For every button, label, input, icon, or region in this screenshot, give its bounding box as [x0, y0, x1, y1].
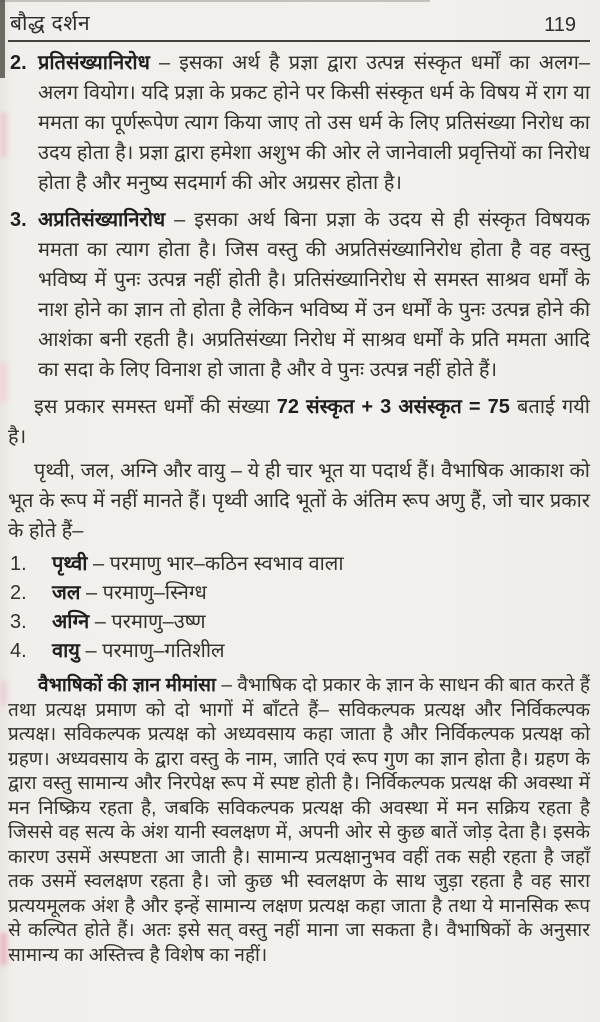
list-description: – परमाणु भार–कठिन स्वभाव वाला: [92, 553, 344, 575]
list-description: – परमाणु–गतिशील: [85, 640, 225, 662]
list-item-jala: [8, 579, 590, 608]
header-rule: [8, 40, 590, 42]
section-term: अप्रतिसंख्यानिरोध: [38, 209, 166, 231]
section-text: – इसका अर्थ है प्रज्ञा द्वारा उत्पन्न संस्कृत धर्मों का अलग–अलग वियोग। यदि प्रज्ञा के प्रकट होने पर किसी संस्कृत धर्म के विषय में राग या ममता का पूर्णरूपेण त्याग किया जाए तो उस धर्म के लिए प्रतिसंख्या निरोध का उदय होता है। प्रज्ञा द्वारा हमेशा अशुभ की ओर ले जानेवाली प्रवृत्तियों का निरोध होता है और मनुष्य सदमार्ग की ओर अग्रसर होता है।: [38, 52, 591, 194]
list-term: पृथ्वी: [52, 553, 88, 575]
dharma-count-prefix: इस प्रकार समस्त धर्मों की संख्या: [34, 396, 277, 418]
dharma-count-suffix: बताई गयी है।: [8, 396, 590, 448]
page-header: [8, 5, 590, 40]
epistemology-paragraph: [8, 674, 590, 968]
list-term: वायु: [52, 640, 80, 662]
list-number: 4.: [10, 640, 27, 662]
scan-smudge: [0, 932, 7, 966]
list-term: अग्नि: [52, 611, 90, 633]
page-number: 119: [544, 14, 576, 36]
list-item-vayu: [8, 637, 590, 666]
dharma-count-formula: 72 संस्कृत + 3 असंस्कृत = 75: [276, 396, 510, 418]
atom-type-list: [8, 550, 590, 666]
section-pratisamkhya-nirodha: [8, 48, 590, 198]
epistemology-term: वैभाषिकों की ज्ञान मीमांसा: [38, 675, 216, 696]
section-apratisamkhya-nirodha: [8, 205, 590, 385]
list-term: जल: [52, 582, 81, 604]
dharma-count-paragraph: [8, 392, 590, 452]
section-number: 3.: [10, 209, 27, 231]
list-number: 1.: [10, 553, 27, 575]
scan-left-edge-shadow: [0, 0, 5, 78]
list-description: – परमाणु–स्निग्ध: [85, 582, 207, 604]
running-title: बौद्ध दर्शन: [10, 12, 91, 35]
list-description: – परमाणु–उष्ण: [94, 611, 206, 633]
section-term: प्रतिसंख्यानिरोध: [38, 52, 150, 74]
scan-smudge: [0, 680, 7, 706]
list-item-agni: [8, 608, 590, 637]
list-item-prithvi: [8, 550, 590, 579]
scan-top-edge: [0, 0, 430, 2]
section-text: – इसका अर्थ बिना प्रज्ञा के उदय से ही संस्कृत विषयक ममता का त्याग होता है। जिस वस्तु की अप्रतिसंख्यानिरोध होता है वह वस्तु भविष्य में पुनः उत्पन्न नहीं होती है। प्रतिसंख्यानिरोध से समस्त साश्रव धर्मों के नाश होने का ज्ञान तो होता है लेकिन भविष्य में उन धर्मों के पुनः उत्पन्न होने की आशंका बनी रहती है। अप्रतिसंख्या निरोध में साश्रव धर्मों के प्रति ममता आदि का सदा के लिए विनाश हो जाता है और वे पुनः उत्पन्न नहीं होते हैं।: [38, 209, 590, 381]
list-number: 2.: [10, 582, 27, 604]
list-number: 3.: [10, 611, 27, 633]
section-number: 2.: [10, 52, 27, 74]
epistemology-text: – वैभाषिक दो प्रकार के ज्ञान के साधन की बात करते हैं तथा प्रत्यक्ष प्रमाण को दो भागों में बाँटते हैं– सविकल्पक प्रत्यक्ष और निर्विकल्पक प्रत्यक्ष। सविकल्पक प्रत्यक्ष को अध्यवसाय कहा जाता है और निर्विकल्पक प्रत्यक्ष को ग्रहण। अध्यवसाय के द्वारा वस्तु के नाम, जाति एवं रूप गुण का ज्ञान होता है। ग्रहण के द्वारा वस्तु सामान्य और निरपेक्ष रूप में स्पष्ट होती है। निर्विकल्पक प्रत्यक्ष की अवस्था में मन निष्क्रिय रहता है, जबकि सविकल्पक प्रत्यक्ष की अवस्था में मन सक्रिय रहता है जिससे वह सत्य के अंश यानी स्वलक्षण में, अपनी ओर से कुछ बातें जोड़ देता है। इसके कारण उसमें अस्पष्टता आ जाती है। सामान्य प्रत्यक्षानुभव वहीं तक सही रहता है जहाँ तक उसमें स्वलक्षण रहता है। जो कुछ भी स्वलक्षण के साथ जुड़ा रहता है वह सारा प्रत्ययमूलक अंश है और इन्हें सामान्य लक्षण प्रत्यक्ष कहा जाता है तथा ये मानसिक रूप से कल्पित होते हैं। अतः इसे सत् वस्तु नहीं माना जा सकता है। वैभाषिकों के अनुसार सामान्य का अस्तित्त्व है विशेष का नहीं।: [8, 675, 590, 966]
four-elements-paragraph: पृथ्वी, जल, अग्नि और वायु – ये ही चार भूत या पदार्थ हैं। वैभाषिक आकाश को भूत के रूप में नहीं मानते हैं। पृथ्वी आदि भूतों के अंतिम रूप अणु हैं, जो चार प्रकार के होते हैं–: [8, 460, 590, 542]
scan-smudge: [0, 362, 7, 402]
scan-smudge: [0, 112, 7, 158]
